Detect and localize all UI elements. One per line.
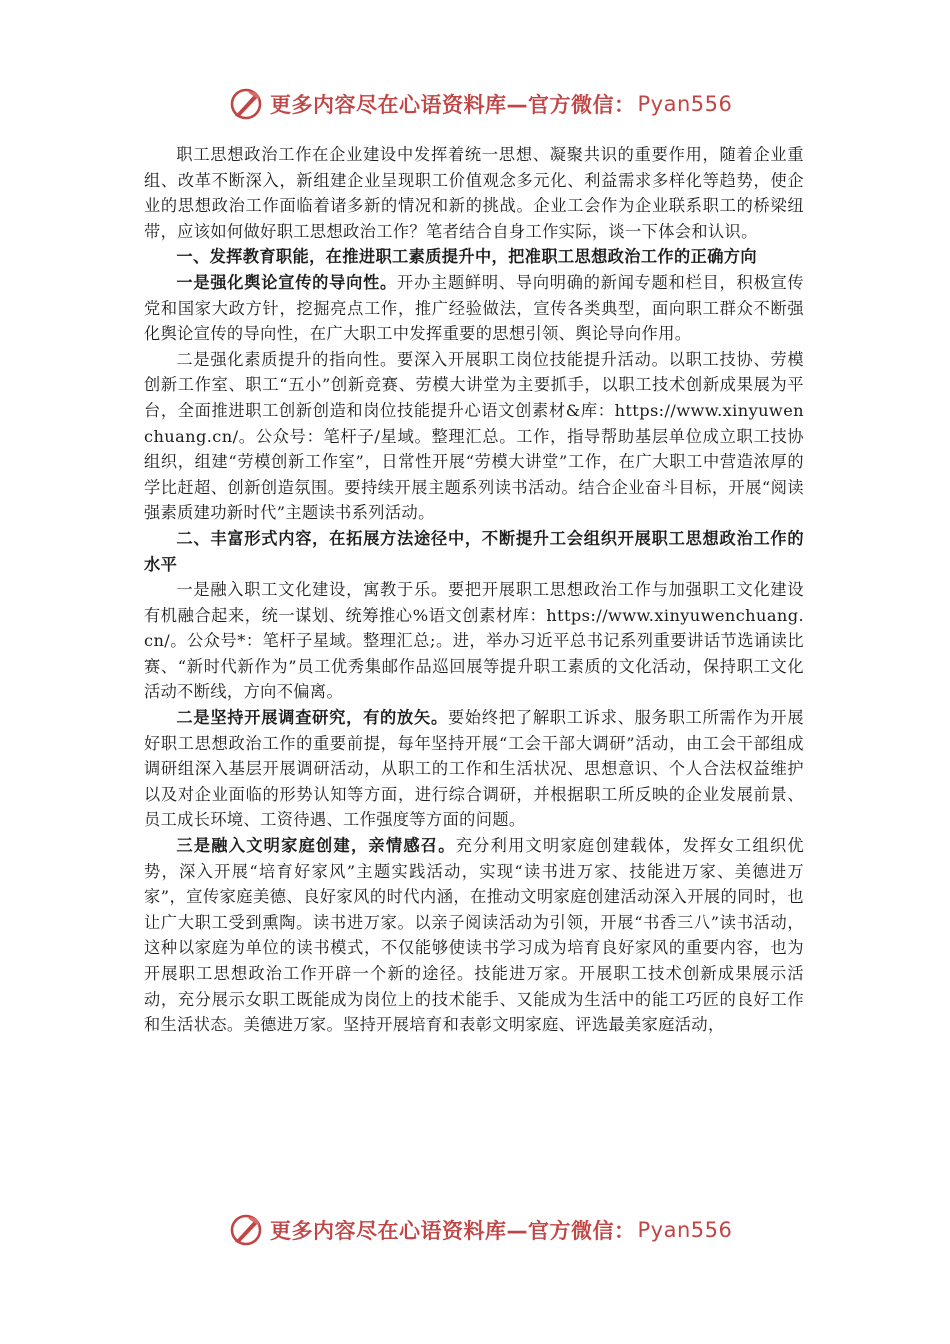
paragraph-text: 充分利用文明家庭创建载体，发挥女工组织优势，深入开展“培育好家风”主题实践活动，实现“读书进万家、技能进万家、美德进万家”，宣传家庭美德、良好家风的时代内涵，在推动文明家庭创建活动深入开展的同时，也让广大职工受到熏陶。读书进万家。以亲子阅读活动为引领，开展“书香三八”读书活动，这种以家庭为单位的读书模式，不仅能够使读书学习成为培育良好家风的重要内容，也为开展职工思想政治工作开辟一个新的途径。技能进万家。开展职工技术创新成果展示活动，充分展示女职工既能成为岗位上的技术能手、又能成为生活中的能工巧匠的良好工作和生活状态。美德进万家。坚持开展培育和表彰文明家庭、评选最美家庭活动， [144, 836, 804, 1035]
quill-logo-icon [228, 1212, 264, 1248]
paragraph-2-3 [144, 833, 804, 1038]
banner-handle: Pyan556 [637, 1218, 733, 1242]
section-heading-2: 二、丰富形式内容，在拓展方法途径中，不断提升工会组织开展职工思想政治工作的水平 [144, 528, 804, 574]
paragraph-2-2 [144, 705, 804, 833]
banner-text: 更多内容尽在心语资料库—官方微信： [270, 1219, 636, 1243]
paragraph-2-1 [144, 577, 804, 705]
document-body [144, 142, 804, 1038]
paragraph-lead: 三是融入文明家庭创建，亲情感召。 [176, 836, 456, 856]
quill-logo-icon [228, 86, 264, 122]
paragraph-text: 职工思想政治工作在企业建设中发挥着统一思想、凝聚共识的重要作用，随着企业重组、改革不断深入，新组建企业呈现职工价值观念多元化、利益需求多样化等趋势，使企业的思想政治工作面临着诸多新的情况和新的挑战。企业工会作为企业联系职工的桥梁纽带，应该如何做好职工思想政治工作？笔者结合自身工作实际，谈一下体会和认识。 [144, 145, 804, 241]
banner-handle: Pyan556 [637, 92, 733, 116]
paragraph-text: 要始终把了解职工诉求、服务职工所需作为开展好职工思想政治工作的重要前提，每年坚持开展“工会干部大调研”活动，由工会干部组成调研组深入基层开展调研活动，从职工的工作和生活状况、思想意识、个人合法权益维护以及对企业面临的形势认知等方面，进行综合调研，并根据职工所反映的企业发展前景、员工成长环境、工资待遇、工作强度等方面的问题。 [144, 708, 804, 830]
paragraph-text: 开办主题鲜明、导向明确的新闻专题和栏目，积极宣传党和国家大政方针，挖掘亮点工作，推广经验做法，宣传各类典型，面向职工群众不断强化舆论宣传的导向性，在广大职工中发挥重要的思想引领、舆论导向作用。 [144, 272, 804, 344]
footer-banner [0, 1208, 950, 1252]
paragraph-lead: 二是坚持开展调查研究，有的放矢。 [176, 708, 448, 728]
header-banner [0, 82, 950, 126]
banner-text: 更多内容尽在心语资料库—官方微信： [270, 93, 636, 117]
paragraph-1-2 [144, 347, 804, 526]
paragraph-text: 一是融入职工文化建设，寓教于乐。要把开展职工思想政治工作与加强职工文化建设有机融合起来，统一谋划、统筹推心%语文创素材库：https://www.xinyuwenchuang.cn/。公众号*：笔杆子星域。整理汇总;。进，举办习近平总书记系列重要讲话节选诵读比赛、“新时代新作为”员工优秀集邮作品巡回展等提升职工素质的文化活动，保持职工文化活动不断线，方向不偏离。 [144, 580, 804, 702]
paragraph-lead: 一是强化舆论宣传的导向性。 [176, 272, 398, 292]
section-heading-1: 一、发挥教育职能，在推进职工素质提升中，把准职工思想政治工作的正确方向 [176, 247, 757, 267]
paragraph-text: 二是强化素质提升的指向性。要深入开展职工岗位技能提升活动。以职工技协、劳模创新工作室、职工“五小”创新竞赛、劳模大讲堂为主要抓手，以职工技术创新成果展为平台，全面推进职工创新创造和岗位技能提升心语文创素材&库：https://www.xinyuwenchuang.cn/。公众号：笔杆子/星域。整理汇总。工作，指导帮助基层单位成立职工技协组织，组建“劳模创新工作室”，日常性开展“劳模大讲堂”工作，在广大职工中营造浓厚的学比赶超、创新创造氛围。要持续开展主题系列读书活动。结合企业奋斗目标，开展“阅读强素质建功新时代”主题读书系列活动。 [144, 349, 804, 523]
paragraph-1-1 [144, 270, 804, 347]
intro-paragraph [144, 142, 804, 244]
